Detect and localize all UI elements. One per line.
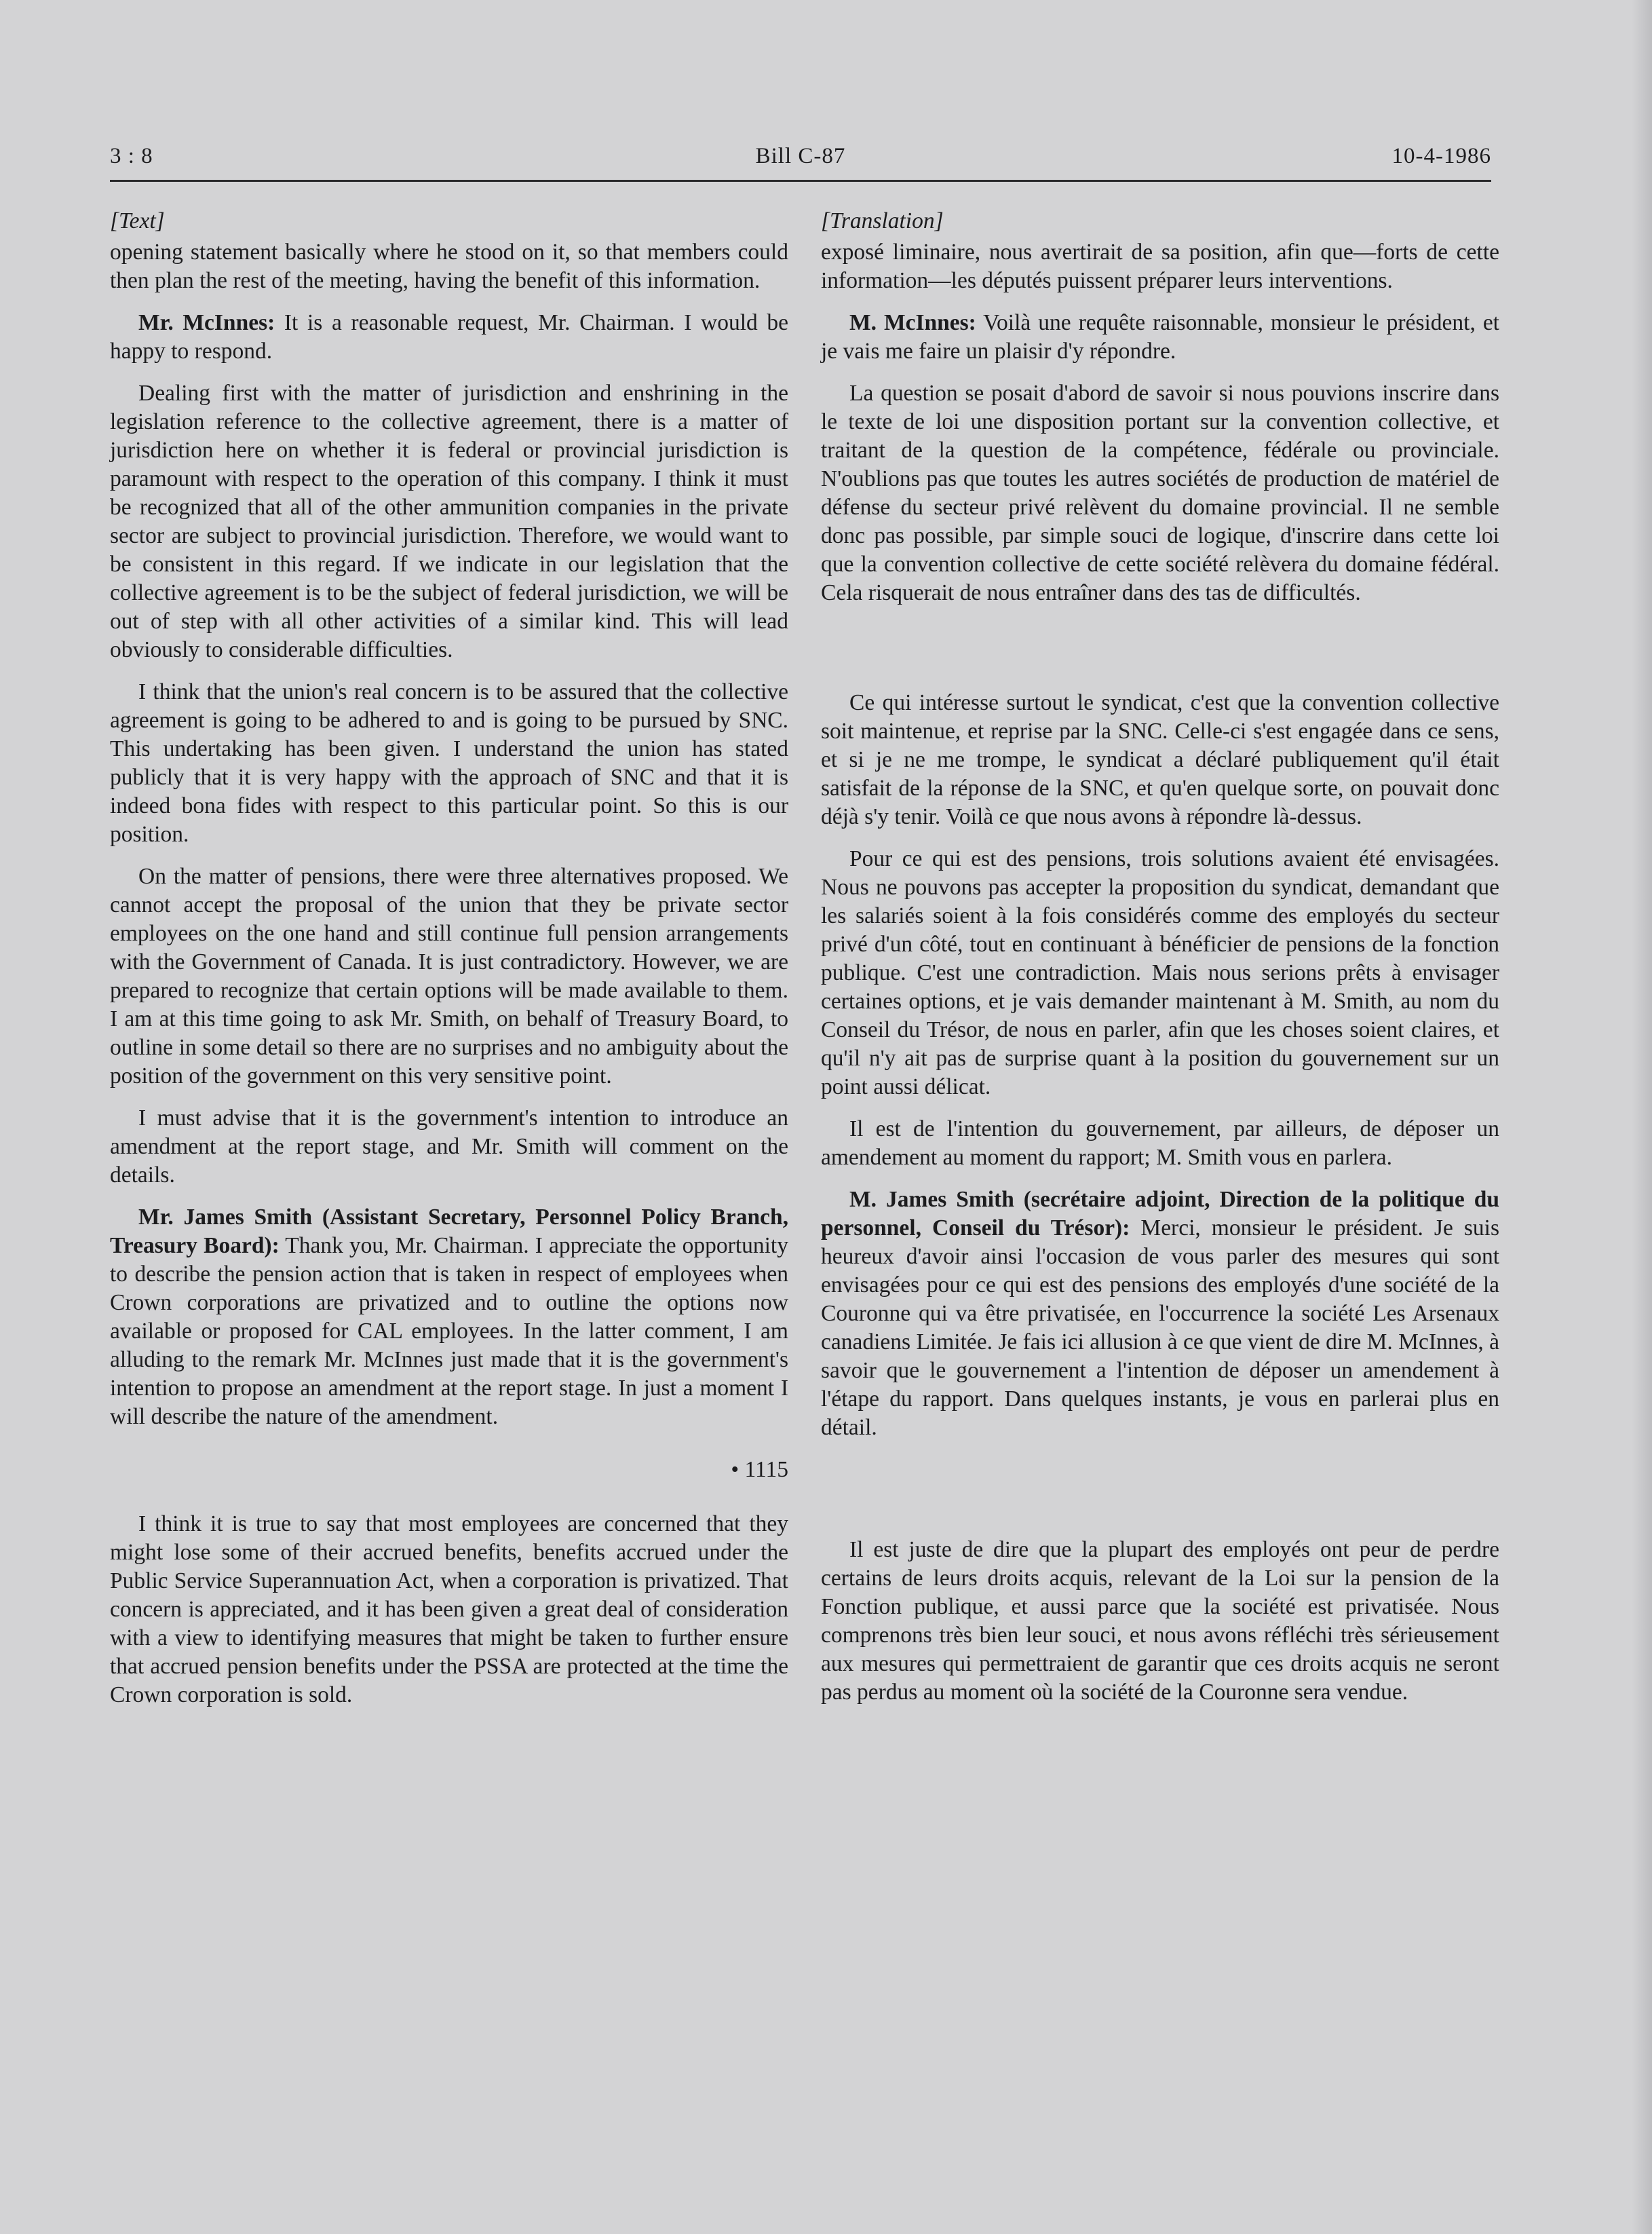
speaker-name: Mr. James Smith (Assistant Secretary, Personnel Policy Branch, Treasury Board): [110,1205,788,1258]
paragraph: Pour ce qui est des pensions, trois solutions avaient été envisagées. Nous ne pouvons pas accepter la proposition du syndicat, demandant que les salariés soient à la fois considérés comme des employés du secteur privé d'un côté, tout en continuant à bénéficier de pensions de la fonction publique. C'est une contradiction. Mais nous serions prêts à envisager certaines options, et je vais demander maintenant à M. Smith, au nom du Conseil du Trésor, de nous en parler, afin que les choses soient claires, et qu'il n'y ait pas de surprise quant à la position du gouvernement sur un point aussi délicat. [821,846,1499,1099]
text-label-word: Text [119,208,156,233]
speech-text: Voilà une requête raisonnable, monsieur le président, et je vais me faire un plaisir d'y répondre. [821,310,1499,364]
speaker-name: M. McInnes: [849,310,976,335]
page-edge [1632,0,1652,2234]
paragraph: I think that the union's real concern is to be assured that the collective agreement is going to be adhered to and is going to be pursued by SNC. This undertaking has been given. I understand the union has stated publicly that it is very happy with the approach of SNC and that it is indeed bona fides with respect to this particular point. So this is our position. [110,679,788,847]
paragraph: Dealing first with the matter of jurisdiction and enshrining in the legislation reference to the collective agreement, there is a matter of jurisdiction here on whether it is federal or provincial jurisdiction is paramount with respect to the operation of this company. I think it must be recognized that all of the other ammunition companies in the private sector are subject to provincial jurisdiction. Therefore, we would want to be consistent in this regard. If we indicate in our legislation that the collective agreement is to be the subject of federal jurisdiction, we will be out of step with all other activities of a similar kind. This will lead obviously to considerable difficulties. [110,381,788,662]
page-number: 3 : 8 [110,144,153,168]
paragraph: On the matter of pensions, there were three alternatives proposed. We cannot accept the proposal of the union that they be private sector employees on the one hand and still continue full pension arrangements with the Government of Canada. It is just contradictory. However, we are prepared to recognize that certain options will be made available to them. I am at this time going to ask Mr. Smith, on behalf of Treasury Board, to outline in some detail so there are no surprises and no ambiguity about the position of the government on this very sensitive point. [110,864,788,1088]
time-marker: • 1115 [731,1457,788,1482]
paragraph: Ce qui intéresse surtout le syndicat, c'est que la convention collective soit maintenue, et reprise par la SNC. Celle-ci s'est engagée dans ce sens, et si je ne me trompe, le syndicat a déclaré publiquement qu'il était satisfait de la réponse de la SNC, et qu'en quelque sorte, on pouvait donc déjà s'y tenir. Voilà ce que nous avons à répondre là-dessus. [821,690,1499,829]
speaker-name: Mr. McInnes: [138,310,275,335]
paragraph: opening statement basically where he stood on it, so that members could then plan the rest of the meeting, having the benefit of this information. [110,240,788,293]
paragraph: I must advise that it is the government's intention to introduce an amendment at the report stage, and Mr. Smith will comment on the details. [110,1105,788,1188]
paragraph: I think it is true to say that most employees are concerned that they might lose some of their accrued benefits, benefits accrued under the Public Service Superannuation Act, when a corporation is privatized. That concern is appreciated, and it has been given a great deal of consideration with a view to identifying measures that might be taken to further ensure that accrued pension benefits under the PSSA are protected at the time the Crown corporation is sold. [110,1511,788,1707]
english-column [110,207,788,1723]
paragraph: Il est de l'intention du gouvernement, par ailleurs, de déposer un amendement au moment du rapport; M. Smith vous en parlera. [821,1116,1499,1170]
speech-text: Merci, monsieur le président. Je suis heureux d'avoir ainsi l'occasion de vous parler des mesures qui sont envisagées pour ce qui est des pensions des employés d'une société de la Couronne qui va être privatisée, en l'occurrence la société Les Arsenaux canadiens Limitée. Je fais ici allusion à ce que vient de dire M. McInnes, à savoir que le gouvernement a l'intention de déposer un amendement à l'étape du rapport. Dans quelques instants, je vous en parlerai plus en détail. [821,1215,1499,1440]
paragraph: Il est juste de dire que la plupart des employés ont peur de perdre certains de leurs droits acquis, relevant de la Loi sur la pension de la Fonction publique, et aussi parce que la société est privatisée. Nous comprenons très bien leur souci, et nous avons réfléchi très sérieusement aux mesures qui permettraient de garantir que ces droits acquis ne seront pas perdus au moment où la société de la Couronne sera vendue. [821,1537,1499,1705]
paragraph: La question se posait d'abord de savoir si nous pouvions inscrire dans le texte de loi une disposition portant sur la convention collective, et traitant de la question de la compétence, fédérale ou provinciale. N'oublions pas que toutes les autres sociétés de production de matériel de défense du secteur privé relèvent du domaine provincial. Il ne semble donc pas possible, par simple souci de logique, d'inscrire dans cette loi que la convention collective de cette société relèvera du domaine fédéral. Cela risquerait de nous entraîner dans des tas de difficultés. [821,381,1499,605]
text-label: [Text] [110,208,165,233]
translation-label-word: Translation [830,208,935,233]
header-rule [110,180,1491,182]
paragraph [821,309,1499,366]
paragraph [110,1203,788,1431]
document-title: Bill C-87 [755,144,846,168]
paragraph [110,309,788,366]
speaker-name: M. James Smith (secrétaire adjoint, Direction de la politique du personnel, Conseil du Trésor): [821,1187,1499,1241]
french-column [821,207,1499,1720]
speech-text: It is a reasonable request, Mr. Chairman. I would be happy to respond. [110,310,788,364]
translation-label: [Translation] [821,208,944,233]
paragraph [821,1186,1499,1442]
column-spacer [821,621,1499,689]
speech-text: Thank you, Mr. Chairman. I appreciate the opportunity to describe the pension action that is taken in respect of employees when Crown corporations are privatized and to outline the options now available or proposed for CAL employees. In the latter comment, I am alluding to the remark Mr. McInnes just made that it is the government's intention to propose an amendment at the report stage. In just a moment I will describe the nature of the amendment. [110,1233,788,1429]
column-spacer [821,1456,1499,1536]
paragraph: exposé liminaire, nous avertirait de sa position, afin que—forts de cette information—les députés puissent préparer leurs interventions. [821,240,1499,293]
document-date: 10-4-1986 [1391,144,1491,168]
page-header [110,144,1491,182]
